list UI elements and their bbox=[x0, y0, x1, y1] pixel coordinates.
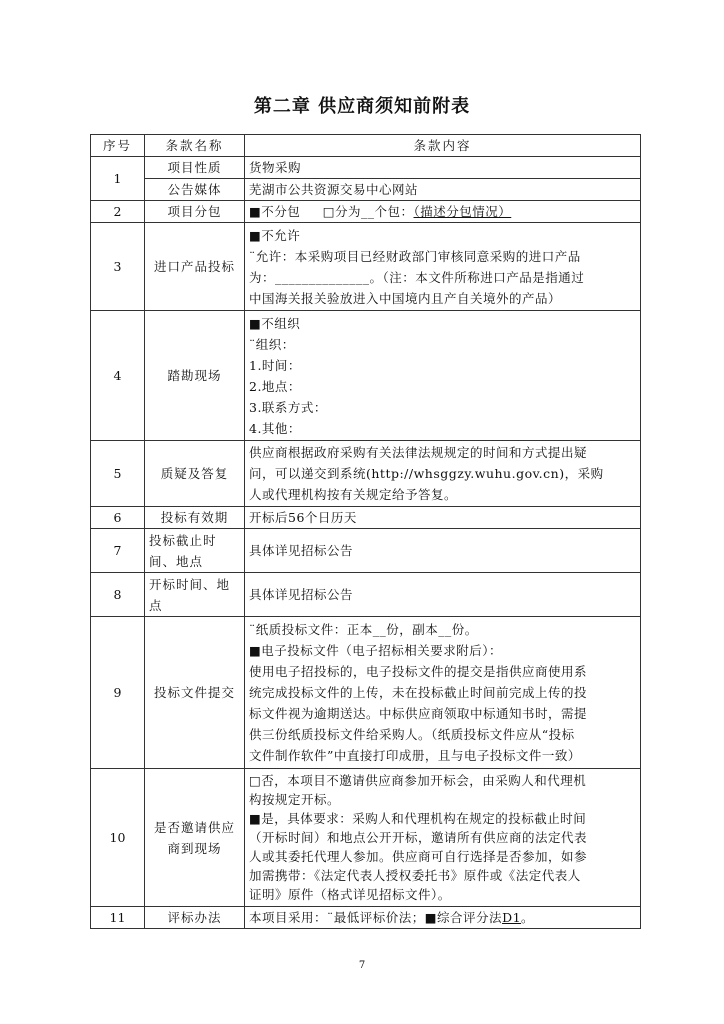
clause-name bbox=[145, 573, 245, 617]
content-line: 构按规定开标。 bbox=[249, 792, 341, 807]
clause-name: 评标办法 bbox=[145, 907, 245, 929]
clause-name-line: 间、地点 bbox=[149, 553, 204, 569]
row-number: 4 bbox=[91, 311, 145, 441]
row-number: 9 bbox=[91, 617, 145, 769]
clause-name-line: 是否邀请供应 bbox=[153, 819, 235, 835]
table-row bbox=[91, 907, 641, 929]
row-number: 8 bbox=[91, 573, 145, 617]
table-row bbox=[91, 157, 641, 179]
split-note: （描述分包情况） bbox=[413, 204, 512, 219]
content-line: 供应商根据政府采购有关法律法规规定的时间和方式提出疑 bbox=[249, 445, 588, 460]
clause-content: 具体详见招标公告 bbox=[245, 573, 641, 617]
content-line: ¨允许：本采购项目已经财政部门审核同意采购的进口产品 bbox=[249, 248, 581, 264]
table-row bbox=[91, 529, 641, 573]
header-content: 条款内容 bbox=[245, 135, 641, 157]
content-line: 证明》原件（格式详见招标文件）。 bbox=[249, 887, 451, 902]
clause-content bbox=[245, 201, 641, 223]
row-number: 7 bbox=[91, 529, 145, 573]
option-no-split: ■不分包 bbox=[249, 204, 301, 219]
header-no: 序号 bbox=[91, 135, 145, 157]
content-line: 3.联系方式： bbox=[249, 399, 327, 415]
clause-content bbox=[245, 441, 641, 507]
clause-name bbox=[145, 769, 245, 907]
clause-name: 公告媒体 bbox=[145, 179, 245, 201]
table-row bbox=[91, 311, 641, 441]
clause-content bbox=[245, 907, 641, 929]
table-row bbox=[91, 201, 641, 223]
table-row bbox=[91, 507, 641, 529]
clause-name: 进口产品投标 bbox=[145, 223, 245, 311]
row-number: 6 bbox=[91, 507, 145, 529]
clause-name: 投标有效期 bbox=[145, 507, 245, 529]
evaluation-text: 本项目采用：¨最低评标价法；■综合评分法 bbox=[249, 910, 503, 925]
content-line: 2.地点： bbox=[249, 378, 301, 394]
clause-name-line: 商到现场 bbox=[167, 840, 222, 856]
content-line: ¨组织： bbox=[249, 336, 295, 352]
page-number: 7 bbox=[358, 960, 366, 971]
clause-content bbox=[245, 223, 641, 311]
option-split: □分为__个包： bbox=[322, 204, 414, 219]
table-row bbox=[91, 769, 641, 907]
row-number: 10 bbox=[91, 769, 145, 907]
clause-content: 货物采购 bbox=[245, 157, 641, 179]
row-number: 3 bbox=[91, 223, 145, 311]
clause-name-line: 投标截止时 bbox=[149, 532, 217, 548]
clause-name bbox=[145, 529, 245, 573]
clause-content: 芜湖市公共资源交易中心网站 bbox=[245, 179, 641, 201]
content-line: 为：______________。（注：本文件所称进口产品是指通过 bbox=[249, 269, 585, 285]
evaluation-method-code: D1 bbox=[502, 910, 522, 925]
table-row bbox=[91, 441, 641, 507]
content-line: 标文件视为逾期送达。中标供应商领取中标通知书时，需提 bbox=[249, 706, 588, 721]
evaluation-text-end: 。 bbox=[521, 910, 535, 925]
content-line: 1.时间： bbox=[249, 357, 301, 373]
clauses-table bbox=[90, 134, 641, 929]
table-row bbox=[91, 179, 641, 201]
clause-name: 项目分包 bbox=[145, 201, 245, 223]
content-line: 统完成投标文件的上传，未在投标截止时间前完成上传的投 bbox=[249, 685, 588, 700]
content-line: ■电子投标文件（电子招标相关要求附后）： bbox=[249, 643, 503, 658]
row-number: 2 bbox=[91, 201, 145, 223]
table-row bbox=[91, 573, 641, 617]
clause-name: 踏勘现场 bbox=[145, 311, 245, 441]
table-row bbox=[91, 617, 641, 769]
clause-name-line: 点 bbox=[149, 597, 163, 613]
content-line: 供三份纸质投标文件给采购人。（纸质投标文件应从“投标 bbox=[249, 727, 575, 742]
table-row bbox=[91, 223, 641, 311]
clause-name: 投标文件提交 bbox=[145, 617, 245, 769]
content-line: 问，可以递交到系统(http://whsggzy.wuhu.gov.cn)，采购 bbox=[249, 466, 604, 481]
content-line: ¨纸质投标文件：正本__份，副本__份。 bbox=[249, 622, 478, 637]
content-line: 加需携带：《法定代表人授权委托书》原件或《法定代表人 bbox=[249, 868, 581, 883]
content-line: ■不组织 bbox=[249, 315, 301, 331]
content-line: （开标时间）和地点公开开标，邀请所有供应商的法定代表 bbox=[249, 830, 588, 845]
content-line: 文件制作软件”中直接打印成册，且与电子投标文件一致） bbox=[249, 748, 581, 763]
content-line: 人或其委托代理人参加。供应商可自行选择是否参加，如参 bbox=[249, 849, 588, 864]
page-title: 第二章 供应商须知前附表 bbox=[253, 96, 471, 117]
content-line: 使用电子招投标的，电子投标文件的提交是指供应商使用系 bbox=[249, 664, 588, 679]
clause-content: 具体详见招标公告 bbox=[245, 529, 641, 573]
header-name: 条款名称 bbox=[145, 135, 245, 157]
content-line: 4.其他： bbox=[249, 420, 301, 436]
clause-content: 开标后56个日历天 bbox=[245, 507, 641, 529]
content-line: 中国海关报关验放进入中国境内且产自关境外的产品） bbox=[249, 290, 562, 306]
table-header-row bbox=[91, 135, 641, 157]
row-number: 1 bbox=[91, 157, 145, 201]
row-number: 5 bbox=[91, 441, 145, 507]
clause-content bbox=[245, 311, 641, 441]
content-line: □否，本项目不邀请供应商参加开标会，由采购人和代理机 bbox=[249, 773, 587, 788]
clause-content bbox=[245, 769, 641, 907]
row-number: 11 bbox=[91, 907, 145, 929]
clause-content bbox=[245, 617, 641, 769]
content-line: ■不允许 bbox=[249, 227, 301, 243]
clause-name: 质疑及答复 bbox=[145, 441, 245, 507]
clause-name: 项目性质 bbox=[145, 157, 245, 179]
content-line: ■是，具体要求：采购人和代理机构在规定的投标截止时间 bbox=[249, 811, 587, 826]
content-line: 人或代理机构按有关规定给予答复。 bbox=[249, 487, 458, 502]
clause-name-line: 开标时间、地 bbox=[149, 576, 231, 592]
